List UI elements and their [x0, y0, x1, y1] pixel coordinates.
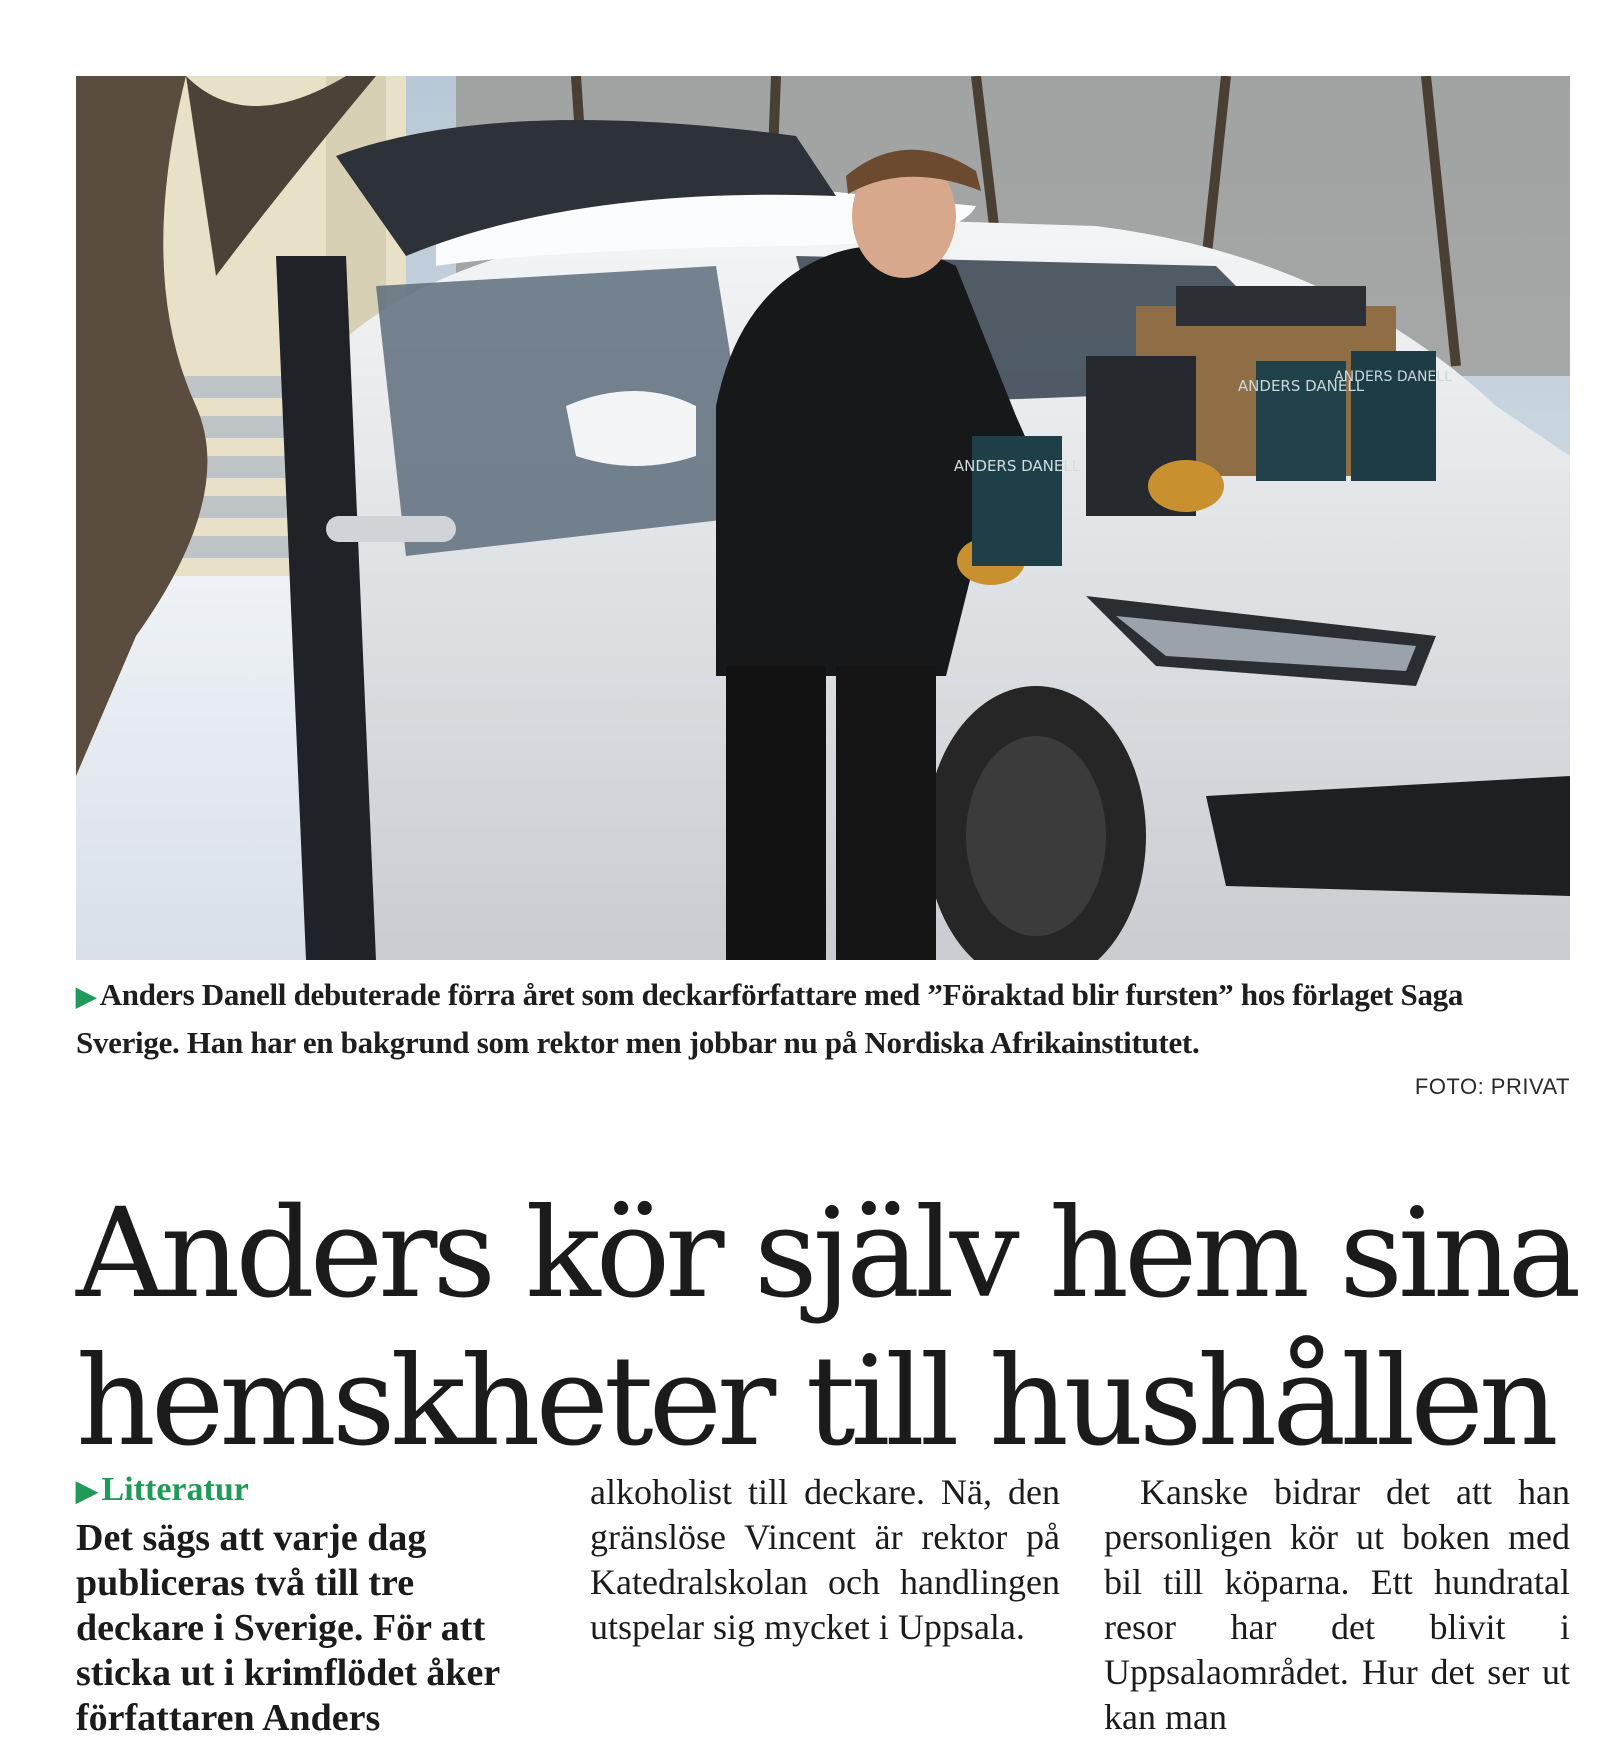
- section-kicker: [76, 1470, 546, 1512]
- headline: Anders kör själv hem sina hemskheter till hushållen: [76, 1182, 1577, 1474]
- kicker-arrow-icon: ▶: [76, 1476, 98, 1507]
- caption-arrow-icon: ▶: [76, 982, 96, 1011]
- photo-credit: FOTO: PRIVAT: [1414, 1074, 1570, 1099]
- body-text-col2: alkoholist till deckare. Nä, den gränslöse Vincent är rektor på Katedralskolan och handlingen utspelar sig mycket i Uppsala.: [590, 1472, 1060, 1647]
- book-cover-label: ANDERS DANELL: [1334, 369, 1452, 385]
- body-text-col3: Kanske bidrar det att han personligen kör ut boken med bil till köparna. Ett hundratal resor har det blivit i Uppsalaområdet. Hur det ser ut kan man: [1104, 1472, 1570, 1737]
- article-photo: [76, 76, 1570, 960]
- column-3: [1104, 1470, 1570, 1740]
- column-2: [590, 1470, 1060, 1650]
- ingress: Det sägs att varje dag publiceras två till tre deckare i Sverige. För att sticka ut i krimflödet åker författaren Anders: [76, 1517, 500, 1739]
- caption-text: Anders Danell debuterade förra året som deckarförfattare med ”Föraktad blir fursten” hos förlaget Saga Sverige. Han har en bakgrund som rektor men jobbar nu på Nordiska Afrikainstitutet.: [76, 977, 1464, 1060]
- column-1: [76, 1470, 546, 1741]
- book-cover-label: ANDERS DANELL: [953, 457, 1081, 475]
- book-cover-label: ANDERS DANELL: [1237, 377, 1365, 395]
- photo-caption: [76, 972, 1570, 1066]
- photo-illustration: [76, 76, 1570, 960]
- kicker-label: Litteratur: [101, 1471, 249, 1508]
